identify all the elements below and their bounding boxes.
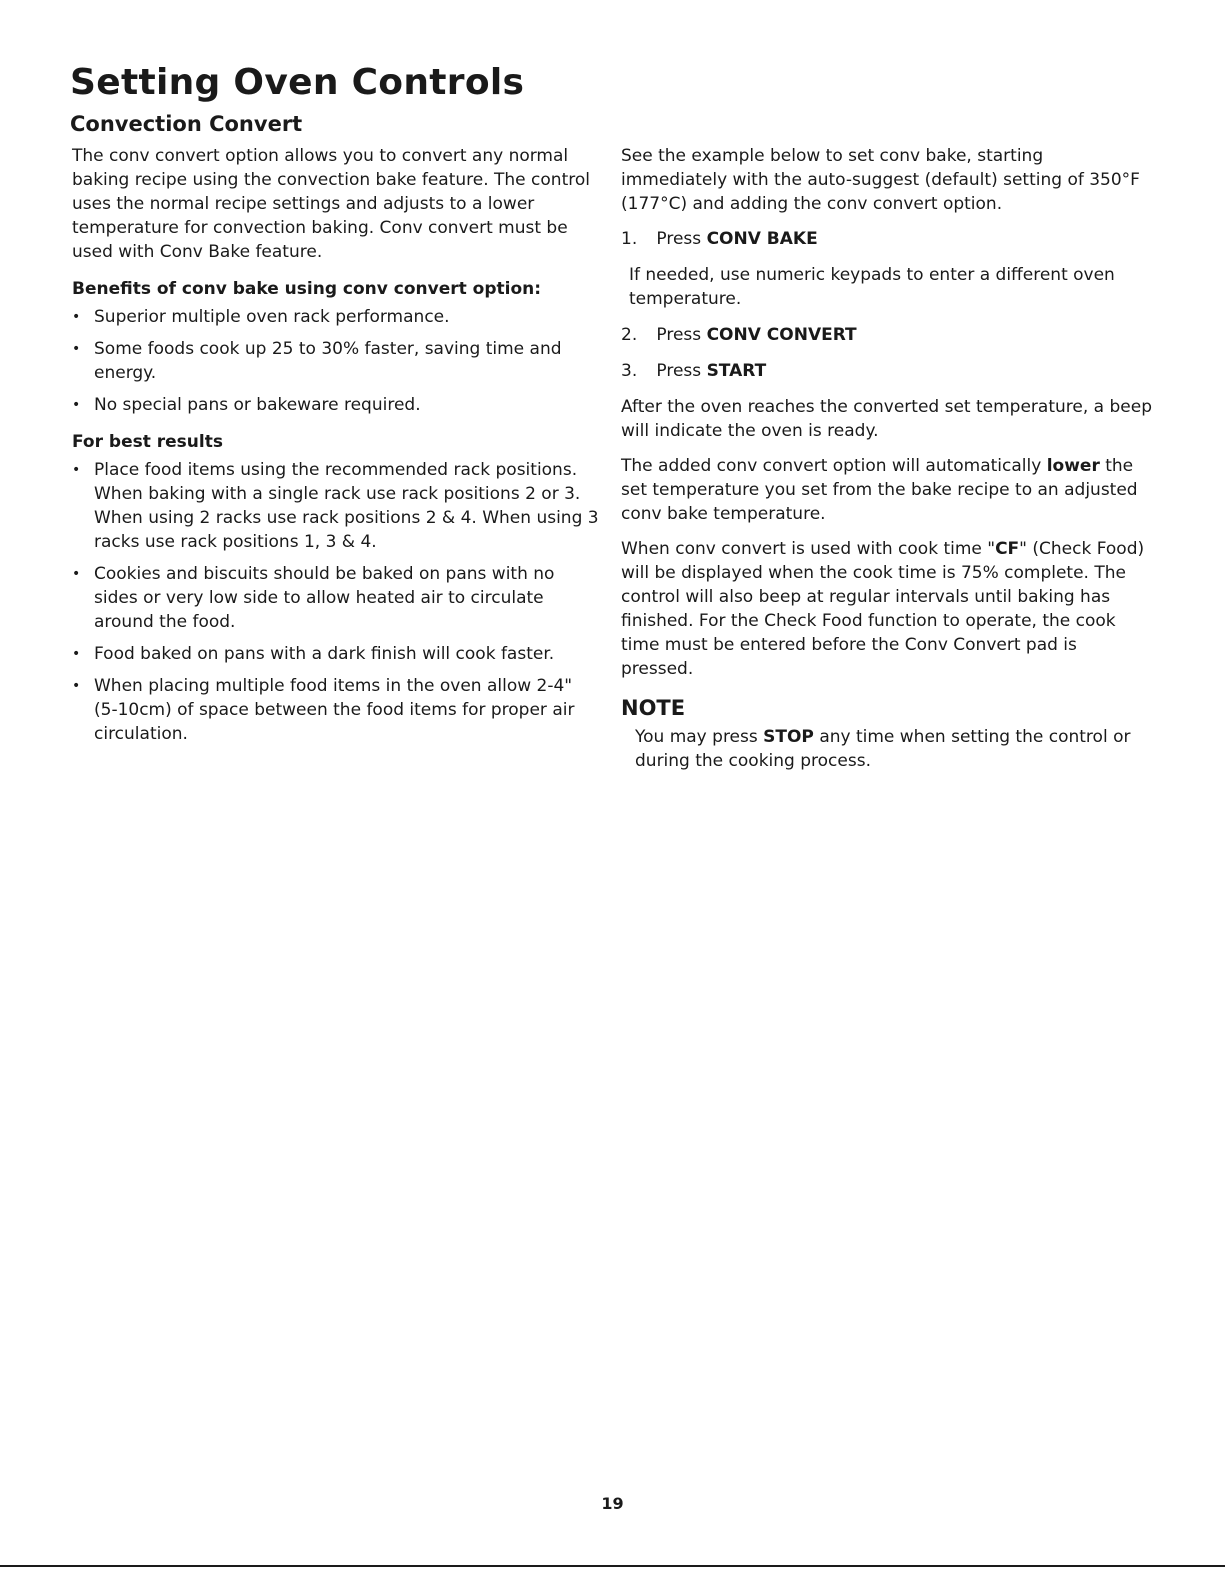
text-run: When conv convert is used with cook time " [621, 539, 996, 559]
example-intro: See the example below to set conv bake, starting immediately with the auto-suggest (default) setting of 350°F (177°C) and adding the conv convert option. [621, 146, 1140, 214]
list-item [72, 305, 600, 329]
note-heading: NOTE [621, 696, 686, 720]
page-title: Setting Oven Controls [70, 62, 525, 103]
list-item-text: When placing multiple food items in the oven allow 2-4" (5-10cm) of space between the food items for proper air circulation. [94, 676, 575, 744]
step-number: 2. [621, 325, 638, 345]
after-paragraph: After the oven reaches the converted set temperature, a beep will indicate the oven is ready. [621, 397, 1152, 441]
text-run: The added conv convert option will automatically [621, 456, 1042, 476]
key-conv-bake: CONV BAKE [706, 229, 818, 249]
text-run: any time when setting the control or during the cooking process. [635, 727, 1131, 771]
list-item [72, 562, 600, 634]
text-run: the set temperature you set from the bake recipe to an adjusted conv bake temperature. [621, 456, 1138, 524]
bullet-icon: • [72, 678, 81, 694]
bullet-icon: • [72, 646, 81, 662]
step-1-note: If needed, use numeric keypads to enter a different oven temperature. [629, 265, 1115, 309]
note-body [621, 725, 1153, 773]
list-item-text: Some foods cook up 25 to 30% faster, saving time and energy. [94, 339, 562, 383]
list-item [72, 337, 600, 385]
step-2 [621, 323, 1153, 347]
step-1 [621, 227, 1153, 251]
intro-paragraph: The conv convert option allows you to convert any normal baking recipe using the convection bake feature. The control uses the normal recipe settings and adjusts to a lower temperature for convection baking. Conv convert must be used with Conv Bake feature. [72, 146, 590, 262]
key-stop: STOP [763, 727, 814, 747]
page-number: 19 [601, 1494, 624, 1513]
key-start: START [706, 361, 767, 381]
benefits-list [72, 305, 600, 417]
step-number: 1. [621, 229, 638, 249]
list-item-text: Cookies and biscuits should be baked on pans with no sides or very low side to allow heated air to circulate around the food. [94, 564, 555, 632]
step-3 [621, 359, 1153, 383]
bullet-icon: • [72, 462, 81, 478]
best-results-list [72, 458, 600, 746]
right-column [621, 144, 1153, 773]
emphasis-lower: lower [1046, 456, 1100, 476]
list-item [72, 674, 600, 746]
text-run: You may press [635, 727, 758, 747]
left-column [72, 144, 600, 754]
step-number: 3. [621, 361, 638, 381]
bullet-icon: • [72, 341, 81, 357]
check-food-paragraph [621, 537, 1153, 681]
step-text: Press [656, 325, 702, 345]
list-item-text: No special pans or bakeware required. [94, 395, 421, 415]
step-text: Press [656, 361, 702, 381]
list-item-text: Superior multiple oven rack performance. [94, 307, 450, 327]
list-item [72, 458, 600, 554]
lower-paragraph [621, 454, 1153, 526]
list-item [72, 642, 600, 666]
bullet-icon: • [72, 309, 81, 325]
bullet-icon: • [72, 397, 81, 413]
benefits-heading: Benefits of conv bake using conv convert option: [72, 279, 542, 299]
best-results-heading: For best results [72, 432, 223, 452]
list-item-text: Place food items using the recommended rack positions. When baking with a single rack use rack positions 2 or 3. When using 2 racks use rack positions 2 & 4. When using 3 racks use rack positions 1, 3 & 4. [94, 460, 599, 552]
emphasis-cf: CF [995, 539, 1020, 559]
key-conv-convert: CONV CONVERT [706, 325, 857, 345]
text-run: " (Check Food) will be displayed when the cook time is 75% complete. The control will also beep at regular intervals until baking has finished. For the Check Food function to operate, the cook time must be entered before the Conv Convert pad is pressed. [621, 539, 1145, 679]
step-text: Press [656, 229, 702, 249]
section-title: Convection Convert [70, 112, 303, 136]
bottom-rule [0, 1565, 1225, 1567]
bullet-icon: • [72, 566, 81, 582]
list-item [72, 393, 600, 417]
list-item-text: Food baked on pans with a dark finish will cook faster. [94, 644, 555, 664]
